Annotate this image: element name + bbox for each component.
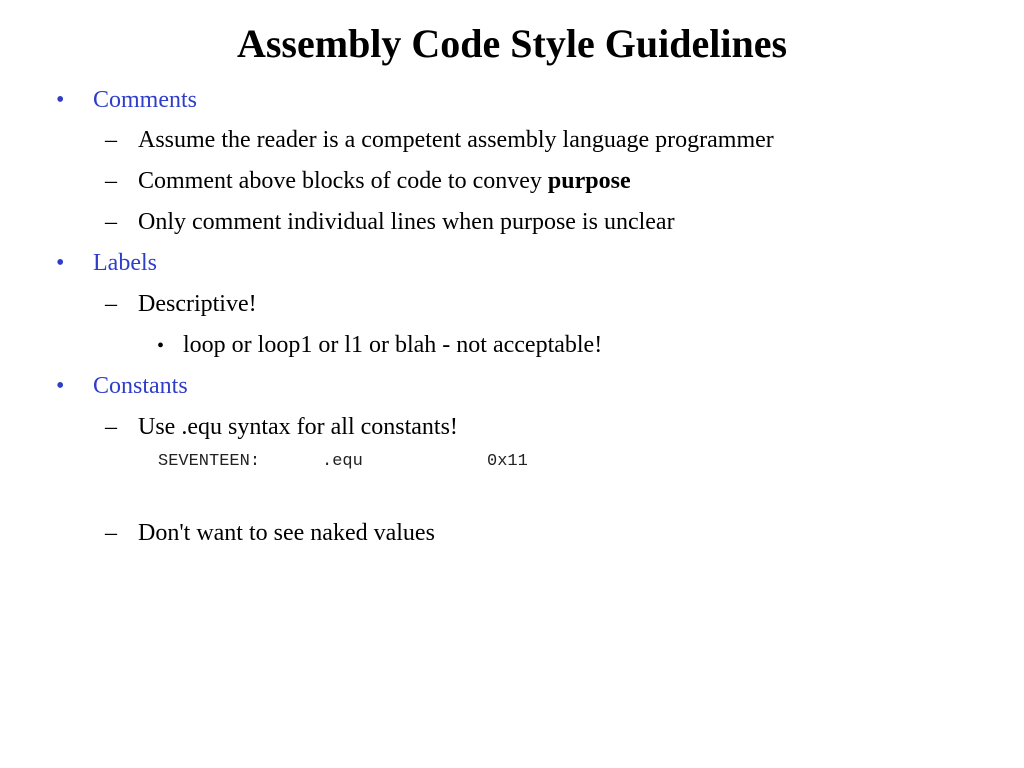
code-label: SEVENTEEN: xyxy=(158,452,261,471)
slide-title: Assembly Code Style Guidelines xyxy=(236,21,788,66)
code-value: 0x11 xyxy=(487,452,528,471)
bullet-icon: • xyxy=(56,373,65,399)
list-item: Don't want to see naked values xyxy=(138,520,435,546)
sub-bullet-icon: • xyxy=(157,335,165,357)
code-directive: .equ xyxy=(322,452,363,471)
dash-icon: – xyxy=(105,209,117,235)
list-item: Descriptive! xyxy=(138,291,257,317)
bullet-icon: • xyxy=(56,87,65,113)
list-item: Use .equ syntax for all constants! xyxy=(138,414,458,440)
list-item xyxy=(138,167,631,195)
dash-icon: – xyxy=(105,520,117,546)
dash-icon: – xyxy=(105,291,117,317)
dash-icon: – xyxy=(105,127,117,153)
list-item-text: Comment above blocks of code to convey xyxy=(138,168,548,194)
emphasis-text: purpose xyxy=(547,168,631,194)
list-item: Assume the reader is a competent assembly language programmer xyxy=(138,127,774,153)
bullet-icon: • xyxy=(56,250,65,276)
sub-list-item: loop or loop1 or l1 or blah - not acceptable! xyxy=(183,332,603,358)
section-heading-constants: Constants xyxy=(93,373,188,399)
list-item: Only comment individual lines when purpose is unclear xyxy=(138,209,675,235)
dash-icon: – xyxy=(105,168,117,194)
section-heading-comments: Comments xyxy=(93,87,198,113)
dash-icon: – xyxy=(105,414,117,440)
section-heading-labels: Labels xyxy=(93,250,157,276)
